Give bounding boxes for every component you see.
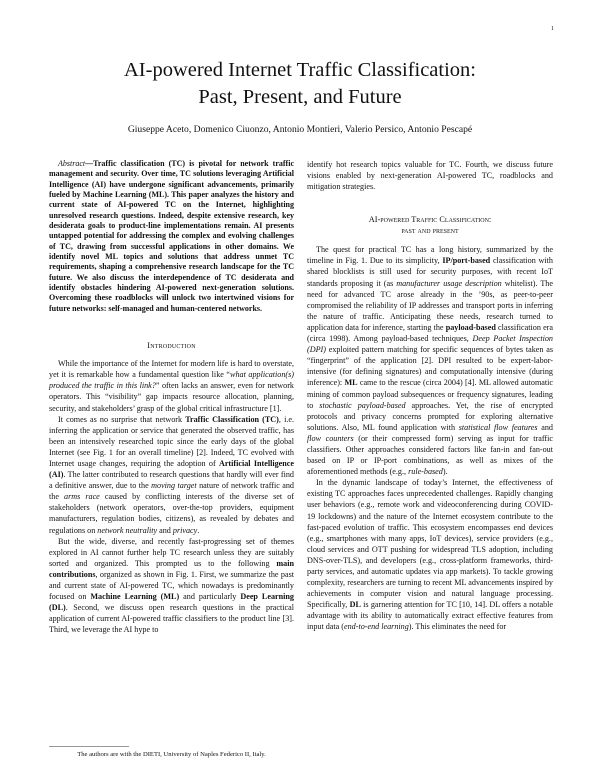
heading-line-2: past and present xyxy=(401,226,459,236)
abstract-label: Abstract xyxy=(58,159,86,168)
text-run: But the wide, diverse, and recently fast-progressing set of themes explored in AI cannot further help TC research unless they are suitably sorted and organized. This prompted us to the following xyxy=(49,536,294,568)
italic-run: Deep Packet Inspection (DPI) xyxy=(307,334,553,355)
past-paragraph-2 xyxy=(307,477,553,632)
text-run: (or their compressed form) serving as input for traffic classifiers. Other approaches considered factors like fan-in and fan-out based on IP or IP-port combinations, as well as mixes of the aforementioned methods (e.g., xyxy=(307,433,553,477)
footnote-rule xyxy=(49,746,129,747)
bold-run: Artificial Intelligence (AI) xyxy=(49,459,294,480)
text-run: , organized as shown in Fig. 1. First, we summarize the past and current state of AI-powered TC, which nowadays is predominantly focused on xyxy=(49,569,294,602)
text-run: . Second, we discuss open research questions in the practical application of current AI-powered traffic classifiers to the product line [3]. Third, we leverage the AI hype to xyxy=(49,603,294,635)
intro-paragraph-2 xyxy=(49,414,294,536)
text-run: and xyxy=(537,422,553,432)
italic-run: stochastic payload-based xyxy=(319,400,406,410)
text-run: exploited pattern matching for specific sequences of bytes taken as “fingerprint” of the application [2]. DPI resulted to be expert-labor-intensive (for defining signatures) and computationally intensive (during inference): xyxy=(307,345,553,388)
text-run: . The latter contributed to research questions that hardly will ever find a definitive answer, due to the xyxy=(49,470,294,491)
text-run: classification with shared blocklists is still used for security purposes, with recent IoT standards proposing it (as xyxy=(307,256,553,288)
text-run: . xyxy=(197,525,200,535)
left-column xyxy=(49,159,294,636)
footnote: The authors are with the DIETI, University of Naples Federico II, Italy. xyxy=(77,751,266,758)
title-line-2: Past, Present, and Future xyxy=(198,86,402,108)
bold-run: main contributions xyxy=(49,558,294,579)
text-run: came to the rescue (circa 2004) [4]. ML allowed automatic mining of common payload subsequences or frequency signatures, leading to xyxy=(307,378,553,410)
section-heading-introduction: Introduction xyxy=(147,341,196,351)
italic-run: manufacturer usage description xyxy=(396,278,502,288)
bold-run: payload-based xyxy=(445,322,496,332)
bold-run: ML xyxy=(344,378,358,388)
italic-run: moving target xyxy=(151,481,197,491)
page-number: 1 xyxy=(551,26,554,32)
italic-run: privacy xyxy=(172,525,198,535)
past-paragraph-1 xyxy=(307,244,553,477)
text-run: is garnering attention for TC [10, 14]. DL offers a notable advantage with its ability to automatically extract effective features from input data ( xyxy=(307,600,554,632)
intro-paragraph-3 xyxy=(49,536,294,636)
text-run: While the importance of the Internet for modern life is hard to overstate, yet it is remarkable how a fundamental question like “ xyxy=(49,359,294,380)
italic-run: end-to-end learning xyxy=(344,622,409,632)
italic-run: what application(s) produced the traffic in this link? xyxy=(49,370,294,391)
text-run: whitelist). The need for advanced TC arose already in the ’90s, as peer-to-peer compromised the reliability of IP addresses and transport ports in inferring the nature of traffic. Anticipating these needs, research turned to application data for inference, starting the xyxy=(307,278,553,332)
bold-run: Traffic Classification (TC) xyxy=(185,414,279,424)
text-run: nature of network traffic and the xyxy=(49,481,294,502)
text-run: approaches. Yet, the rise of encrypted protocols and privacy concerns prompted for exploring alternative solutions. Also, ML found application with xyxy=(307,400,553,432)
section-heading-past-present xyxy=(307,214,553,236)
text-run: and particularly xyxy=(179,592,241,602)
text-run: ). This eliminates the need for xyxy=(408,622,507,632)
intro-continuation: identify hot research topics valuable for TC. Fourth, we discuss future visions enabled by next-generation AI-powered TC, roadblocks and mitigation strategies. xyxy=(307,160,553,192)
text-run: It comes as no surprise that network xyxy=(58,414,186,424)
text-run: In the dynamic landscape of today’s Internet, the effectiveness of existing TC approaches faces unprecedented challenges. Rapidly changing user behaviors (e.g., remote work and videoconferencing during COVID-19 lockdowns) and the nature of the Internet ecosystem contribute to the fast-paced evolution of traffic. This ecosystem encompasses end devices (e.g., smartphones with many apps, IoT devices), service providers (e.g., cloud services and OTT pushing for widespread TLS adoption, including DNS-over-TLS), and developers (e.g., cross-platform frameworks, third-party services, and automatic updates via app markets). To tackle growing complexity, researchers are turning to recent ML advancements inspired by achievements in computer vision and natural language processing. Specifically, xyxy=(307,478,553,610)
title-line-1: AI-powered Internet Traffic Classification: xyxy=(123,59,476,81)
paper-title xyxy=(0,57,600,111)
text-run: classification era (circa 1998). Among payload-based techniques, xyxy=(307,322,553,344)
italic-run: rule-based xyxy=(408,467,443,477)
abstract xyxy=(49,159,294,314)
right-column xyxy=(307,159,553,633)
text-run: ). xyxy=(442,467,448,477)
italic-run: arms race xyxy=(64,492,100,502)
bold-run: Machine Learning (ML) xyxy=(90,592,180,602)
text-run: The quest for practical TC has a long history, summarized by the timeline in Fig. 1. Due to its simplicity, xyxy=(307,245,553,266)
text-run: , i.e. inferring the application or service that generated the observed traffic, has been an intensively researched topic since the early days of the global Internet (see Fig. 1 for an overall timeline) [2]. Indeed, TC evolved with Internet usage changes, requiring the adoption of xyxy=(49,414,294,468)
author-list: Giuseppe Aceto, Domenico Ciuonzo, Antonio Montieri, Valerio Persico, Antonio Pescapé xyxy=(127,124,473,135)
italic-run: network neutrality xyxy=(97,525,158,535)
abstract-text: —Traffic classification (TC) is pivotal for network traffic management and security. Over time, TC solutions leveraging Artificial Intelligence (AI) have undergone significant advancements, primarily fueled by Machine Learning (ML). This paper analyzes the history and current state of AI-powered TC on the Internet, highlighting unresolved research questions. Indeed, despite extensive research, key desiderata goals to product-line implementations remain. AI presents untapped potential for addressing the complex and evolving challenges of TC, drawing from successful applications in other domains. We identify novel ML topics and solutions that address unmet TC requirements, shaping a comprehensive research landscape for the TC future. We also discuss the interdependence of TC desiderata and identify obstacles hindering AI-powered next-generation solutions. Overcoming these roadblocks will unlock two intertwined visions for future networks: self-managed and human-centered networks. xyxy=(49,159,294,313)
italic-run: statistical flow features xyxy=(458,422,538,432)
bold-run: Deep Learning (DL) xyxy=(49,592,294,613)
heading-line-1: AI-powered Traffic Classification: xyxy=(368,215,492,225)
italic-run: flow counters xyxy=(307,433,354,443)
intro-paragraph-1 xyxy=(49,358,294,413)
bold-run: DL xyxy=(349,600,361,610)
text-run: ” often lacks an answer, even for network operators. This “visibility” gap impacts resource allocation, planning, security, and stakeholders’ grasp of the global critical infrastructure [1]. xyxy=(49,381,294,413)
text-run: and xyxy=(157,525,173,535)
text-run: caused by conflicting interests of the diverse set of stakeholders (network operators, over-the-top providers, equipment manufacturers, regulation bodies, citizens), as revealed by debates and regulations on xyxy=(49,492,294,535)
bold-run: IP/port-based xyxy=(442,256,491,266)
